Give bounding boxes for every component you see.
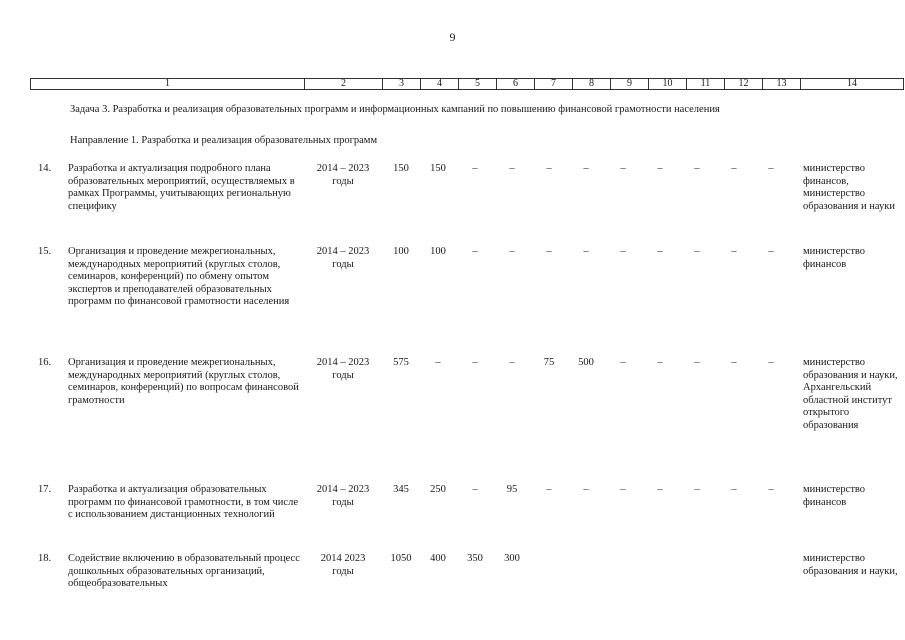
col-header: 1 (31, 79, 305, 90)
value-cell: – (620, 246, 626, 257)
row-period: 2014 – 2023 годы (316, 357, 370, 381)
col-header: 9 (611, 79, 649, 90)
row-period: 2014 – 2023 годы (316, 484, 370, 508)
value-cell: – (620, 163, 626, 174)
value-cell: – (657, 163, 663, 174)
value-cell: – (472, 484, 478, 495)
row-responsible: министерство образования и науки, Архангельский областной институт открытого образования (803, 357, 898, 431)
row-responsible: министерство финансов (803, 484, 866, 508)
page-number: 9 (449, 30, 456, 44)
value-cell: 250 (430, 484, 446, 495)
row-period: 2014 – 2023 годы (316, 163, 370, 187)
value-cell: – (435, 357, 441, 368)
value-cell: – (731, 163, 737, 174)
value-cell: – (694, 163, 700, 174)
value-cell: – (509, 246, 515, 257)
direction-heading: Направление 1. Разработка и реализация образовательных программ (70, 135, 378, 146)
col-header: 10 (649, 79, 687, 90)
value-cell: – (509, 357, 515, 368)
value-cell: – (768, 246, 774, 257)
row-responsible: министерство финансов, министерство образования и науки (803, 163, 895, 212)
col-header: 14 (801, 79, 904, 90)
col-header: 12 (725, 79, 763, 90)
value-cell: – (546, 163, 552, 174)
value-cell: – (620, 484, 626, 495)
value-cell: – (583, 484, 589, 495)
value-cell: 300 (504, 553, 520, 564)
task-heading: Задача 3. Разработка и реализация образовательных программ и информационных кампаний по повышению финансовой грамотности населения (70, 104, 720, 115)
value-cell: – (583, 246, 589, 257)
col-header: 4 (421, 79, 459, 90)
row-description: Разработка и актуализация образовательных программ по финансовой грамотности, в том числе с использованием дистанционных технологий (68, 484, 298, 520)
value-cell: 1050 (390, 553, 412, 564)
col-header: 3 (383, 79, 421, 90)
col-header: 5 (459, 79, 497, 90)
row-responsible: министерство финансов (803, 246, 866, 270)
value-cell: – (768, 484, 774, 495)
value-cell: – (731, 484, 737, 495)
value-cell: – (583, 163, 589, 174)
row-period: 2014 2023 годы (320, 553, 366, 577)
value-cell: – (546, 484, 552, 495)
row-description: Организация и проведение межрегиональных, международных мероприятий (круглых столов, семинаров, конференций) по вопросам финансовой грамотности (68, 357, 299, 406)
value-cell: 100 (393, 246, 409, 257)
row-description: Организация и проведение межрегиональных, международных мероприятий (круглых столов, семинаров, конференций) по обмену опытом экспертов и преподавателей образовательных программ по финансовой грамотности населения (68, 246, 290, 307)
row-number: 15. (38, 246, 52, 257)
value-cell: – (509, 163, 515, 174)
value-cell: – (546, 246, 552, 257)
value-cell: – (657, 484, 663, 495)
row-period: 2014 – 2023 годы (316, 246, 370, 270)
col-header: 11 (687, 79, 725, 90)
value-cell: 75 (543, 357, 555, 368)
value-cell: 345 (393, 484, 409, 495)
value-cell: – (472, 246, 478, 257)
value-cell: – (657, 246, 663, 257)
value-cell: 100 (430, 246, 446, 257)
value-cell: – (768, 357, 774, 368)
row-description: Разработка и актуализация подробного плана образовательных мероприятий, осуществляемых в рамках Программы, учитывающих региональную специфику (68, 163, 295, 212)
value-cell: – (472, 163, 478, 174)
value-cell: 400 (430, 553, 446, 564)
value-cell: 150 (430, 163, 446, 174)
column-header-table (30, 78, 904, 90)
value-cell: – (694, 484, 700, 495)
value-cell: – (731, 357, 737, 368)
col-header: 7 (535, 79, 573, 90)
value-cell: 350 (467, 553, 483, 564)
col-header: 8 (573, 79, 611, 90)
col-header: 2 (305, 79, 383, 90)
value-cell: – (657, 357, 663, 368)
value-cell: – (472, 357, 478, 368)
value-cell: – (694, 246, 700, 257)
row-number: 18. (38, 553, 52, 564)
value-cell: 500 (578, 357, 594, 368)
row-number: 14. (38, 163, 52, 174)
col-header: 13 (763, 79, 801, 90)
value-cell: 575 (393, 357, 409, 368)
row-number: 17. (38, 484, 52, 495)
value-cell: – (731, 246, 737, 257)
value-cell: – (694, 357, 700, 368)
row-number: 16. (38, 357, 52, 368)
col-header: 6 (497, 79, 535, 90)
value-cell: 95 (506, 484, 518, 495)
value-cell: – (768, 163, 774, 174)
row-responsible: министерство образования и науки, (803, 553, 898, 577)
value-cell: – (620, 357, 626, 368)
row-description: Содействие включению в образовательный процесс дошкольных образовательных организаций, общеобразовательных (68, 553, 300, 589)
value-cell: 150 (393, 163, 409, 174)
